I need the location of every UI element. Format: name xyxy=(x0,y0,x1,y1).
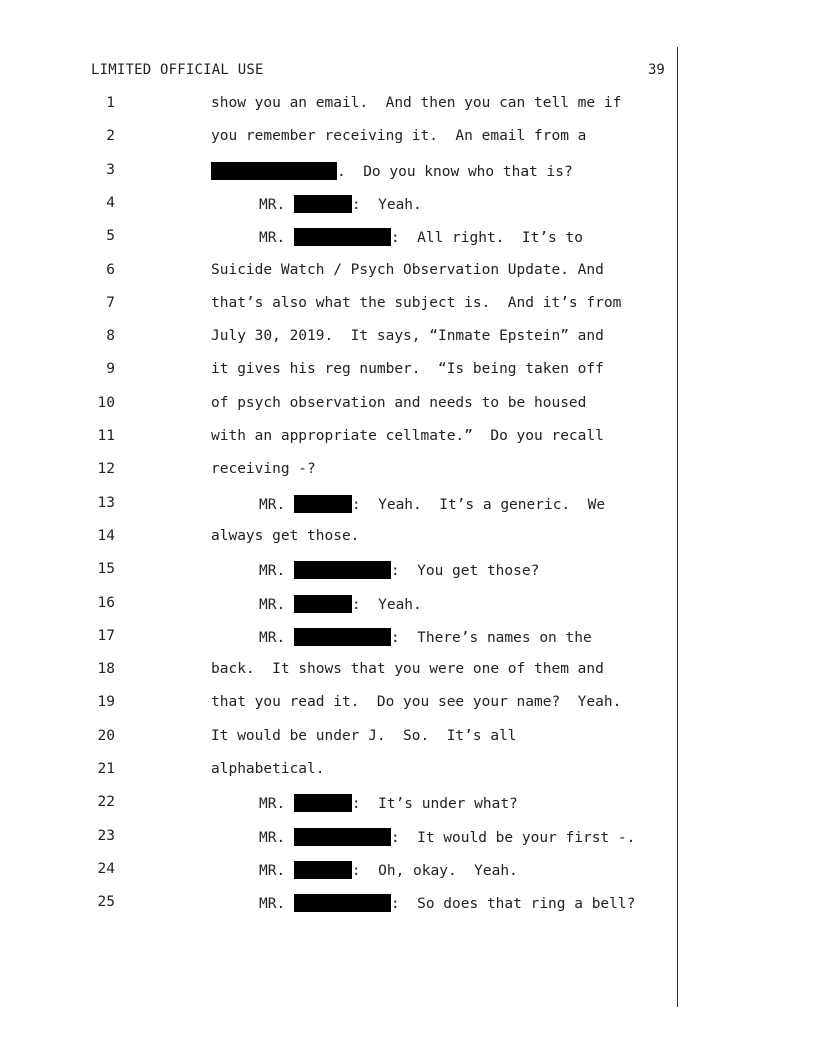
line-number: 10 xyxy=(97,394,115,411)
line-text xyxy=(259,595,422,613)
transcript-line xyxy=(0,561,680,581)
redacted-speaker-name xyxy=(294,228,391,246)
transcript-line xyxy=(0,361,680,381)
line-text xyxy=(259,495,605,513)
transcript-line xyxy=(0,861,680,881)
line-number: 16 xyxy=(97,594,115,611)
line-number: 13 xyxy=(97,494,115,511)
line-text xyxy=(259,195,422,213)
transcript-line xyxy=(0,761,680,781)
speaker-statement: : Oh, okay. Yeah. xyxy=(351,862,518,879)
speaker-prefix: MR. xyxy=(259,896,294,913)
speaker-prefix: MR. xyxy=(259,862,294,879)
line-text-after-redaction: . Do you know who that is? xyxy=(337,163,573,180)
page-header-classification: LIMITED OFFICIAL USE xyxy=(91,62,264,78)
line-number: 5 xyxy=(106,228,115,245)
line-number: 23 xyxy=(97,827,115,844)
transcript-line xyxy=(0,694,680,714)
redacted-speaker-name xyxy=(294,195,352,213)
speaker-statement: : There’s names on the xyxy=(390,629,592,646)
speaker-prefix: MR. xyxy=(259,596,294,613)
speaker-statement: : Yeah. It’s a generic. We xyxy=(351,496,606,513)
speaker-statement: : So does that ring a bell? xyxy=(390,896,636,913)
line-number: 18 xyxy=(97,661,115,678)
speaker-prefix: MR. xyxy=(259,563,294,580)
line-text: of psych observation and needs to be housed xyxy=(211,394,587,411)
transcript-line xyxy=(0,228,680,248)
speaker-prefix: MR. xyxy=(259,796,294,813)
speaker-prefix: MR. xyxy=(259,829,294,846)
transcript-line xyxy=(0,461,680,481)
redacted-speaker-name xyxy=(294,561,391,579)
line-number: 12 xyxy=(97,461,115,478)
line-text: back. It shows that you were one of them and xyxy=(211,661,604,678)
line-text: receiving -? xyxy=(211,461,316,478)
speaker-statement: : Yeah. xyxy=(351,196,422,213)
line-text: July 30, 2019. It says, “Inmate Epstein” and xyxy=(211,328,604,345)
transcript-line xyxy=(0,295,680,315)
line-number: 20 xyxy=(97,727,115,744)
line-number: 21 xyxy=(97,761,115,777)
redacted-speaker-name xyxy=(294,861,352,879)
transcript-line xyxy=(0,828,680,848)
redacted-speaker-name xyxy=(294,828,391,846)
line-text: always get those. xyxy=(211,527,360,544)
line-number: 1 xyxy=(106,95,115,111)
line-text xyxy=(259,561,539,579)
line-number: 15 xyxy=(97,561,115,578)
line-number: 24 xyxy=(97,860,115,877)
transcript-line xyxy=(0,794,680,814)
speaker-prefix: MR. xyxy=(259,230,294,247)
transcript-line xyxy=(0,328,680,348)
transcript-line xyxy=(0,262,680,282)
redacted-speaker-name xyxy=(294,495,352,513)
line-text: it gives his reg number. “Is being taken off xyxy=(211,361,604,378)
speaker-statement: : It’s under what? xyxy=(351,796,518,813)
line-text xyxy=(259,628,592,646)
line-text: you remember receiving it. An email from a xyxy=(211,128,587,145)
line-text xyxy=(259,894,635,912)
transcript-line xyxy=(0,528,680,548)
line-number: 11 xyxy=(97,428,115,444)
line-number: 19 xyxy=(97,694,115,711)
speaker-statement: : It would be your first -. xyxy=(390,829,636,846)
transcript-line xyxy=(0,128,680,148)
speaker-statement: : All right. It’s to xyxy=(390,230,583,247)
transcript-line xyxy=(0,162,680,182)
line-text: with an appropriate cellmate.” Do you recall xyxy=(211,428,604,444)
transcript-line xyxy=(0,894,680,914)
speaker-statement: : You get those? xyxy=(390,563,540,580)
line-number: 22 xyxy=(97,794,115,811)
line-text xyxy=(211,162,573,180)
speaker-statement: : Yeah. xyxy=(351,596,422,613)
redaction-box xyxy=(211,162,337,180)
transcript-line xyxy=(0,395,680,415)
line-text: that you read it. Do you see your name? Yeah. xyxy=(211,694,622,711)
line-text: alphabetical. xyxy=(211,761,325,777)
transcript-line xyxy=(0,661,680,681)
line-number: 4 xyxy=(106,194,115,211)
line-number: 17 xyxy=(97,627,115,644)
line-number: 8 xyxy=(106,328,115,345)
transcript-line xyxy=(0,95,680,115)
line-number: 3 xyxy=(106,161,115,178)
speaker-prefix: MR. xyxy=(259,196,294,213)
line-text: that’s also what the subject is. And it’s from xyxy=(211,294,622,311)
line-number: 2 xyxy=(106,128,115,145)
page-number: 39 xyxy=(648,62,665,78)
line-text xyxy=(259,794,518,812)
line-text: show you an email. And then you can tell me if xyxy=(211,95,622,111)
redacted-speaker-name xyxy=(294,628,391,646)
redacted-speaker-name xyxy=(294,794,352,812)
line-number: 14 xyxy=(97,527,115,544)
transcript-line xyxy=(0,195,680,215)
line-text xyxy=(259,861,518,879)
transcript-line xyxy=(0,595,680,615)
line-number: 6 xyxy=(106,261,115,278)
speaker-prefix: MR. xyxy=(259,496,294,513)
line-text: Suicide Watch / Psych Observation Update. And xyxy=(211,261,604,278)
line-text: It would be under J. So. It’s all xyxy=(211,727,517,744)
transcript-line xyxy=(0,728,680,748)
transcript-line xyxy=(0,495,680,515)
line-text xyxy=(259,828,635,846)
line-number: 25 xyxy=(97,894,115,911)
line-number: 7 xyxy=(106,294,115,311)
line-text xyxy=(259,228,583,246)
redacted-speaker-name xyxy=(294,894,391,912)
line-number: 9 xyxy=(106,361,115,378)
transcript-line xyxy=(0,628,680,648)
redacted-speaker-name xyxy=(294,595,352,613)
speaker-prefix: MR. xyxy=(259,629,294,646)
transcript-line xyxy=(0,428,680,448)
